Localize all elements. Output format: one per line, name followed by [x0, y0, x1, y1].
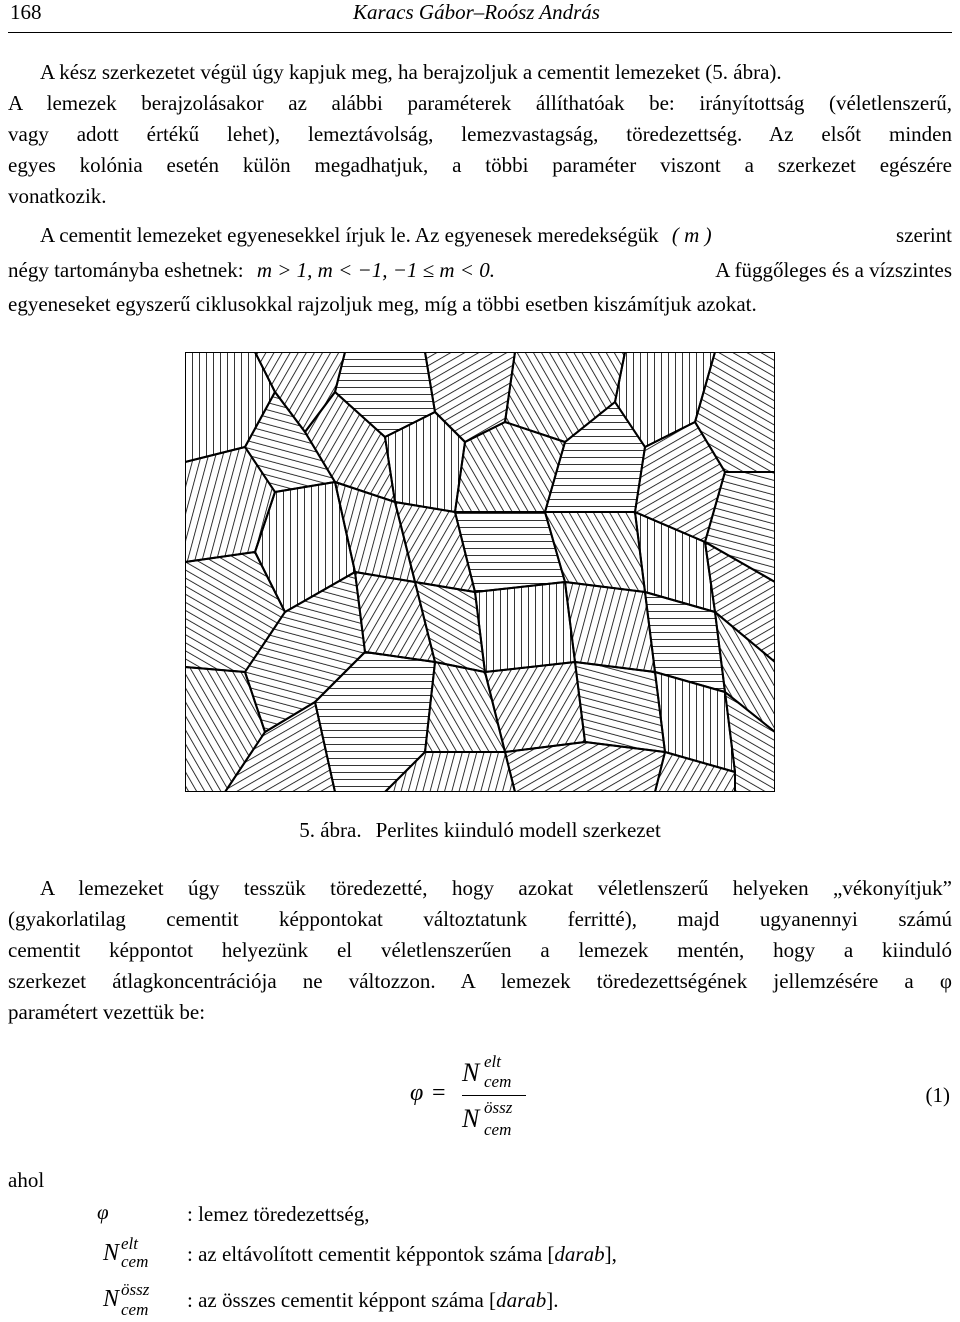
text-run: : az összes cementit képpont száma [ [187, 1288, 497, 1312]
N-symbol: N [462, 1104, 480, 1133]
text-line: paramétert vezettük be: [8, 1000, 206, 1024]
paragraph-3 [8, 873, 952, 1028]
definition-text [187, 1242, 617, 1267]
running-title: Karacs Gábor–Roósz András [353, 0, 600, 24]
header-rule [8, 32, 952, 33]
grain [505, 742, 665, 792]
definitions-intro: ahol [8, 1168, 45, 1192]
definition-item [95, 1200, 795, 1240]
definition-item [95, 1236, 795, 1276]
text-line: vagy adott értékű lehet), lemeztávolság, lemezvastagság, töredezettség. Az elsőt minden [8, 122, 952, 146]
equals-sign: = [432, 1080, 446, 1106]
subscript: cem [484, 1120, 512, 1139]
text-line: (gyakorlatilag cementit képpontokat változtatunk ferritté), majd ugyanennyi számú [8, 907, 952, 931]
equation-number: (1) [925, 1083, 950, 1107]
definition-text [187, 1288, 559, 1313]
text-run: ], [604, 1242, 617, 1266]
grain [565, 582, 655, 672]
text-line: A kész szerkezetet végül úgy kapjuk meg, ha berajzoljuk a cementit lemezeket (5. ábra). [40, 60, 782, 84]
subscript: cem [121, 1252, 149, 1271]
page-number: 168 [10, 0, 42, 24]
figure-caption [0, 818, 960, 843]
paragraph-2 [8, 220, 952, 320]
text-line: cementit képpontot helyezünk el véletlenszerűen a lemezek mentén, hogy a kiinduló [8, 938, 952, 962]
text-line: A lemezek berajzolásakor az alábbi paraméterek állíthatóak be: irányítottság (véletlenszerű, [8, 91, 952, 115]
phi-symbol: φ [410, 1080, 424, 1106]
caption-text: Perlites kiinduló modell szerkezet [375, 818, 661, 842]
N-symbol: N [103, 1286, 120, 1312]
text-run-italic: darab [554, 1242, 605, 1266]
text-line: A lemezeket úgy tesszük töredezetté, hogy azokat véletlenszerű helyeken „vékonyítjuk” [40, 876, 952, 900]
superscript: össz [484, 1098, 513, 1117]
text-run-italic: darab [496, 1288, 547, 1312]
math-m: ( m ) [671, 223, 712, 247]
subscript: cem [121, 1300, 149, 1319]
grain [475, 582, 575, 672]
text-line: egyeneseket egyszerű ciklusokkal rajzoljuk meg, míg a többi esetben kiszámítjuk azokat. [8, 292, 757, 316]
pearlite-structure-figure [185, 352, 775, 792]
N-symbol: N [462, 1058, 480, 1087]
phi-symbol: φ [97, 1200, 109, 1224]
text-run: : az eltávolított cementit képpontok száma [ [187, 1242, 555, 1266]
text-run: A függőleges és a vízszintes [715, 258, 952, 282]
text-line: egyes kolónia esetén külön megadhatjuk, a többi paraméter viszont a szerkezet egészére [8, 153, 952, 177]
text-run: ]. [546, 1288, 559, 1312]
superscript: össz [121, 1280, 150, 1299]
text-run: négy tartományba eshetnek: [8, 258, 244, 282]
page-header [10, 0, 952, 30]
text-line: szerkezet átlagkoncentrációja ne változzon. A lemezek töredezettségének jellemzésére a φ [8, 969, 952, 993]
paragraph-1 [8, 57, 952, 212]
text-line [8, 220, 952, 251]
math-ranges: m > 1, m < −1, −1 ≤ m < 0. [256, 258, 495, 282]
text-line: vonatkozik. [8, 184, 107, 208]
text-run: szerint [896, 223, 952, 247]
caption-number: 5. ábra. [299, 818, 362, 842]
N-symbol: N [103, 1240, 120, 1266]
equation-1 [410, 1052, 540, 1142]
superscript: elt [484, 1052, 501, 1071]
text-run: A cementit lemezeket egyenesekkel írjuk le. Az egyenesek meredekségük [40, 223, 659, 247]
definition-text: : lemez töredezettség, [187, 1202, 370, 1226]
grain [575, 662, 665, 752]
text-line [8, 251, 952, 289]
definition-item [95, 1282, 795, 1322]
subscript: cem [484, 1072, 512, 1091]
fraction-bar [462, 1095, 526, 1096]
superscript: elt [121, 1234, 138, 1253]
